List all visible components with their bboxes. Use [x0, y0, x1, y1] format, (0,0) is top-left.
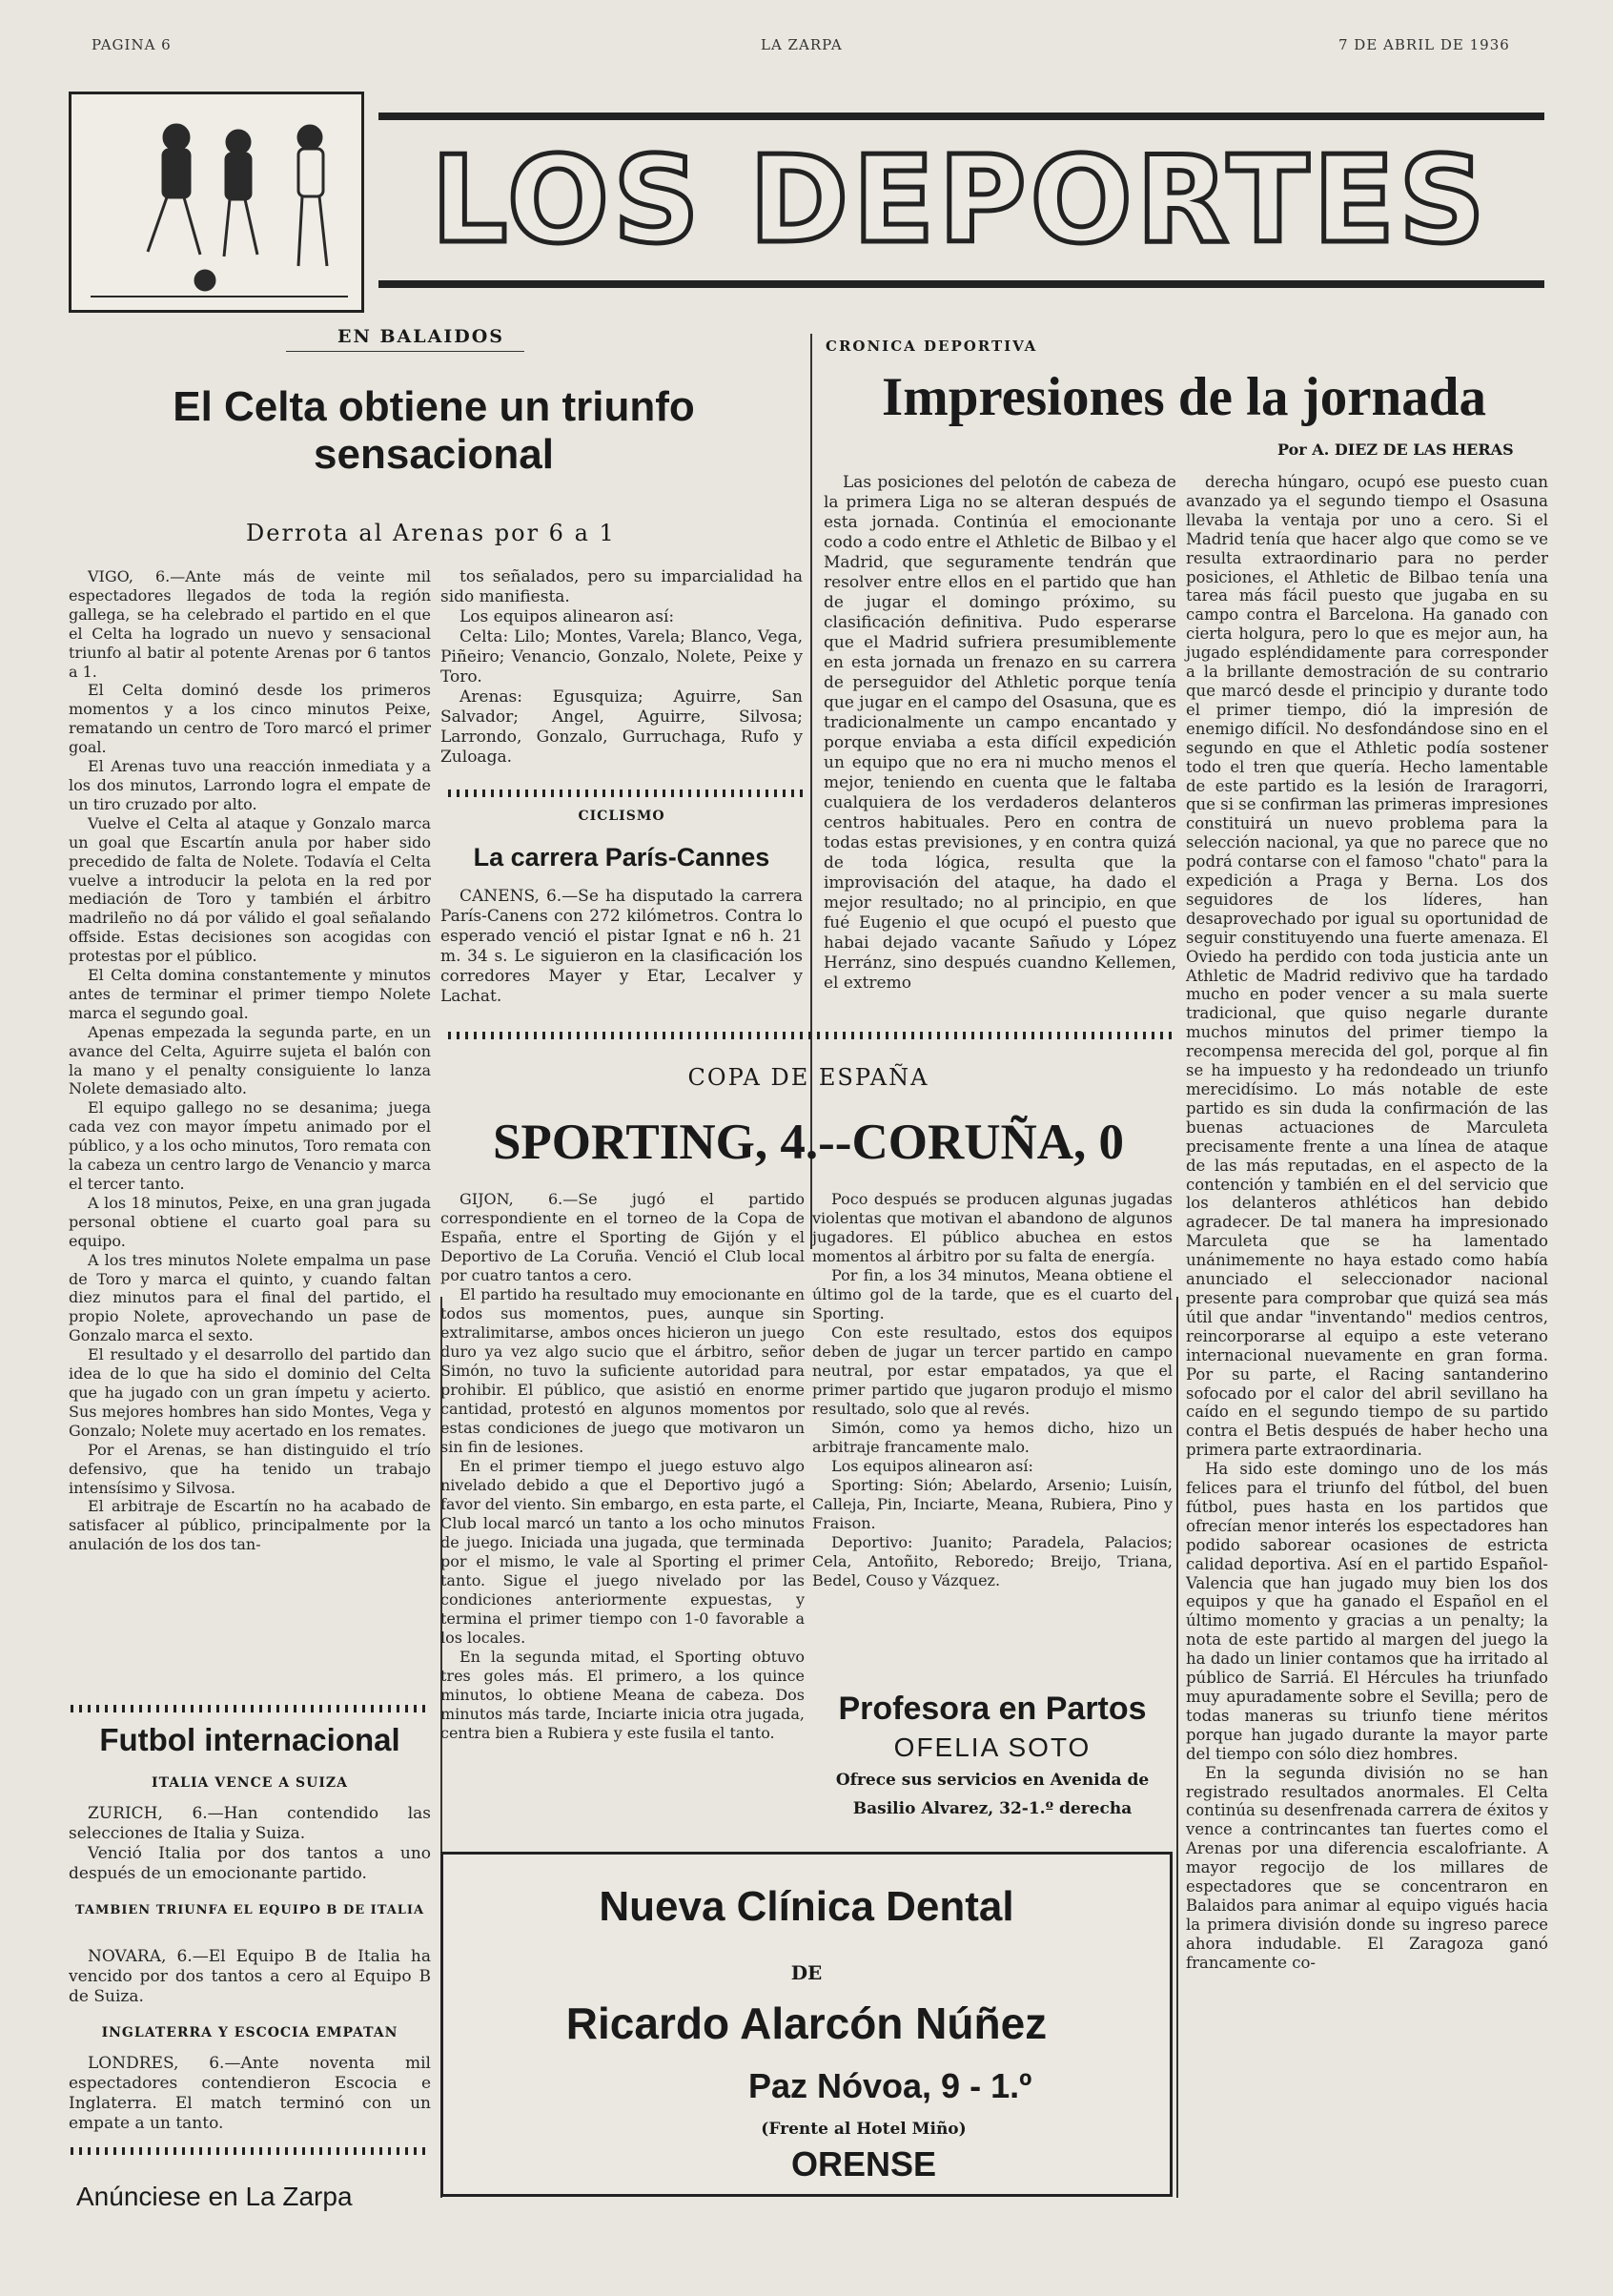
paragraph: Los equipos alinearon así: [459, 607, 675, 626]
paragraph: En el primer tiempo el juego estuvo algo nivelado debido a que el Deportivo jugó a favor del viento. Sin embargo, en esta parte, el Club local marcó un tanto a los ocho minutos de juego. Iniciada una jugada, que terminada por el mismo, le vale al Sporting el primer tanto. Sigue el juego nivelado por las condiciones anteriormente expuestas, y termina el primer tiempo con 1-0 favorable a los locales. [440, 1457, 805, 1647]
page-number: PAGINA 6 [92, 36, 172, 53]
copa-headline: SPORTING, 4.--CORUÑA, 0 [492, 1115, 1125, 1170]
paragraph: Por el Arenas, se han distinguido el trío defensivo, que ha tenido un trabajo intensísimo y Silvosa. [69, 1440, 431, 1497]
cronica-column-2 [1186, 473, 1548, 1973]
ad-clinica-address: Paz Nóvoa, 9 - 1.º [748, 2066, 1032, 2105]
paragraph: ZURICH, 6.—Han contendido las selecciones de Italia y Suiza. [69, 1804, 431, 1843]
football-players-illustration [69, 92, 364, 313]
paragraph: CANENS, 6.—Se ha disputado la carrera París-Canens con 272 kilómetros. Contra lo esperado venció el pistar Ignat e n6 h. 21 m. 34 s. Le siguieron en la clasificación los corredores Mayer y Etar, Lecalver y Lachat. [440, 887, 803, 1006]
ad-clinica-title: Nueva Clínica Dental [599, 1883, 1014, 1930]
futbol-subhead-2: TAMBIEN TRIUNFA EL EQUIPO B DE ITALIA [74, 1903, 425, 1917]
ciclismo-kicker: CICLISMO [578, 809, 665, 824]
futbol-text-2 [69, 1947, 431, 2007]
celta-column-2 [440, 567, 803, 768]
celta-column-1 [69, 567, 431, 1554]
paragraph: En la segunda división no se han registrado resultados anormales. El Celta continúa su desenfrenada carrera de éxitos y vence a contrincantes tan fuertes como el Arenas por una diferencia escalofriante. A mayor regocijo de los millares de espectadores que se concentraron en Balaidos para animar al equipo vigués hacia la primera división donde su ingreso parece ahora indudable. El Zaragoza ganó francamente co- [1186, 1763, 1548, 1972]
paragraph: Vuelve el Celta al ataque y Gonzalo marca un goal que Escartín anula por haber sido precedido de falta de Nolete. Todavía el Celta vuelve a introducir la pelota en la red por mediación de Toro y también el árbitro madrileño no dá por válido el goal señalando offside. Estas decisiones son acogidas con protestas por el público. [69, 813, 431, 966]
ciclismo-text [440, 887, 803, 1007]
paragraph: Por fin, a los 34 minutos, Meana obtiene el último gol de la tarde, que es el cuarto del Sporting. [812, 1266, 1173, 1322]
paragraph: Arenas: Egusquiza; Aguirre, San Salvador; Angel, Aguirre, Silvosa; Larrondo, Gonzalo, Gurruchaga, Rufo y Zuloaga. [440, 687, 803, 767]
cronica-column-1 [824, 473, 1176, 994]
ciclismo-headline: La carrera París-Cannes [473, 843, 770, 871]
cronica-byline: Por A. DIEZ DE LAS HERAS [1277, 441, 1514, 459]
futbol-subhead-3: INGLATERRA Y ESCOCIA EMPATAN [101, 2025, 398, 2040]
ad-profesora-address: Basilio Alvarez, 32-1.º derecha [852, 1799, 1133, 1818]
issue-date: 7 DE ABRIL DE 1936 [1338, 36, 1510, 53]
paragraph: Ha sido este domingo uno de los más felices para el triunfo del fútbol, del buen fútbol, pues hasta en los partidos que ofrecían menor interés los espectadores han podido saborear ocasiones de estricta calidad deportiva. Así en el partido Español-Valencia que han jugado muy bien los dos equipos y que ha ganado el Español en el último momento y gracias a un penalty; la nota de este partido al margen del juego la ha dado un linier contamos que ha irritado al público de Sarriá. El Hércules ha triunfado muy apuradamente sobre el Sevilla; pero de todas maneras su triunfo tiene méritos porque han jugado durante la mayor parte del tiempo con sólo diez hombres. [1186, 1460, 1548, 1763]
paragraph: En la segunda mitad, el Sporting obtuvo tres goles más. El primero, a los quince minutos, lo obtiene Meana de cabeza. Dos minutos más tarde, Inciarte inicia otra jugada, centra bien a Rubiera y este fusila el tanto. [440, 1648, 805, 1742]
advertise-footer: Anúnciese en La Zarpa [76, 2182, 353, 2211]
football-icon [71, 94, 361, 310]
cronica-headline: Impresiones de la jornada [882, 367, 1486, 427]
paragraph: Sporting: Sión; Abelardo, Arsenio; Luisín, Calleja, Pin, Inciarte, Meana, Rubiera, Pino y Fraison. [812, 1476, 1173, 1532]
ad-profesora-line3: Ofrece sus servicios en Avenida de [835, 1771, 1150, 1790]
paragraph: Simón, como ya hemos dicho, hizo un arbitraje francamente malo. [812, 1419, 1173, 1456]
ad-clinica-city: ORENSE [790, 2144, 937, 2183]
paragraph: Los equipos alinearon así: [831, 1457, 1033, 1475]
paragraph: Apenas empezada la segunda parte, en un avance del Celta, Aguirre sujeta el balón con la mano y el penalty consiguiente lo lanza Nolete demasiado alto. [69, 1022, 431, 1098]
paragraph: El resultado y el desarrollo del partido dan idea de lo que ha sido el dominio del Celta que ha jugado con un gran ímpetu y acierto. Sus mejores hombres han sido Montes, Vega y Gonzalo; Nolete muy acertado en los remates. [69, 1345, 431, 1440]
paragraph: Las posiciones del pelotón de cabeza de la primera Liga no se alteran después de esta jornada. Continúa el emocionante codo a codo entre el Athletic de Bilbao y el Madrid, que seguramente tendrán que resolver entre ellos en el partido que han de jugar el domingo próximo, su clasificación definitiva. Pudo esperarse que el Madrid sufriera presumiblemente en esta jornada un frenazo en su carrera de perseguidor del Athletic porque tenía que jugar en el campo del Osasuna, que es tradicionalmente un campo encantado y porque enviaba a esta difícil expedición un equipo que no era ni mucho menos el mejor, teniendo en cuenta que le faltaba cualquiera de los verdaderos delanteros centros habituales. Pero en contra de todas estas previsiones, y en contra quizá de toda lógica, resulta que la improvisación del ataque, ha dado el mejor resultado; no al principio, en que fué Eugenio el que ocupó el puesto que habai dejado vacante Sañudo y López Herránz, sino después cuandno Kellemen, el extremo [824, 473, 1176, 993]
paragraph: NOVARA, 6.—El Equipo B de Italia ha vencido por dos tantos a cero al Equipo B de Suiza. [69, 1947, 431, 2006]
ad-profesora [812, 1688, 1173, 1823]
ad-clinica-landmark: (Frente al Hotel Miño) [761, 2120, 967, 2139]
futbol-text-3 [69, 2054, 431, 2134]
ad-clinica-de: DE [790, 1961, 823, 1984]
paragraph: tos señalados, pero su imparcialidad ha sido manifiesta. [440, 567, 803, 606]
futbol-text-1 [69, 1804, 431, 1884]
copa-column-1 [440, 1190, 805, 1743]
paragraph: Poco después se producen algunas jugadas violentas que motivan el abandono de algunos jugadores. El público abuchea en estos momentos al árbitro por su falta de energía. [812, 1190, 1173, 1265]
celta-headline: El Celta obtiene un triunfo sensacional [173, 383, 695, 478]
paragraph: A los tres minutos Nolete empalma un pase de Toro y marca el quinto, y cuando faltan diez minutos para el final del partido, el propio Nolete, aprovechando un pase de Gonzalo marca el sexto. [69, 1250, 431, 1345]
paragraph: A los 18 minutos, Peixe, en una gran jugada personal obtiene el cuarto goal para su equipo. [69, 1193, 431, 1250]
cronica-kicker: CRONICA DEPORTIVA [826, 338, 1038, 355]
paragraph: El Arenas tuvo una reacción inmediata y a los dos minutos, Larrondo logra el empate de un tiro cruzado por alto. [69, 757, 431, 813]
paragraph: derecha húngaro, ocupó ese puesto cuan avanzado ya el segundo tiempo el Osasuna llevaba la ventaja por uno a cero. Si el Madrid tenía que hacer algo que como se ve resulta extraordinario para no perder posiciones, el Athletic de Bilbao tenía una tarea más fácil puesto que jugaba en su campo contra el Barcelona. Ha ganado con cierta holgura, pero lo que es mejor aun, ha jugado espléndidamente para corresponder a la brillante demostración de su contrario que marcó desde el principio y durante todo el primer tiempo, dió la impresión de enemigo difícil. No desfondándose sino en el segundo en que el Athletic podía sostener todo el tren que quería. Hecho lamentable de este partido es la lesión de Iraragorri, que si se confirman las primeras impresiones constituirá un nuevo problema para la selección nacional, ya que no parece que no podrá contarse con el famoso "chato" para la expedición a Praga y Berna. Los dos seguidores de los líderes, han desaprovechado por igual su oportunidad de seguir constituyendo una fuerte amenaza. El Oviedo ha perdido con toda justicia ante un Athletic de Madrid redivivo que ha tardado mucho en poder vencer a su mala suerte tradicional, que quiso negarle durante muchos minutos del primer tiempo la recompensa merecida del gol, porque al fin se ha impuesto y ha redondeado un triunfo merecidísimo. Lo más notable de este partido es sin duda la confirmación de las buenas actuaciones de Marculeta precisamente frente a una línea de ataque de las más reputadas, en el aspecto de la contención y también en el del servicio que los delanteros athléticos han debido agradecer. De tal manera ha impresionado Marculeta que se ha lamentado unánimemente no haya estado como había anunciado el seleccionador nacional presente para comprobar que quizá sea más útil que andar "inventando" medios centros, reincorporarse al equipo a este veterano internacional nuevamente en gran forma. Por su parte, el Racing santanderino sofocado por el calor del abril sevillano ha caído en el segundo tiempo de su partido contra el Betis después de haber hecho una primera parte extraordinaria. [1186, 473, 1548, 1460]
paragraph: GIJON, 6.—Se jugó el partido correspondiente en el torneo de la Copa de España, entre el Sporting de Gijón y el Deportivo de La Coruña. Venció el Club local por cuatro tantos a cero. [440, 1190, 805, 1284]
paragraph: El arbitraje de Escartín no ha acabado de satisfacer al público, principalmente por la anulación de los dos tan- [69, 1497, 431, 1554]
paragraph: El partido ha resultado muy emocionante en todos sus momentos, pues, aunque sin extralimitarse, ambos onces hicieron un juego duro ya vez algo sucio que el árbitro, señor Simón, no tuvo la suficiente autoridad para prohibir. El público, que asistió en enorme cantidad, protestó en algunos momentos por estas condiciones de juego que motivaron un sin fin de lesiones. [440, 1285, 805, 1456]
ad-profesora-name: OFELIA SOTO [893, 1732, 1092, 1762]
ad-clinica-dental [440, 1852, 1173, 2197]
ad-clinica-doctor: Ricardo Alarcón Núñez [565, 1999, 1048, 2048]
paragraph: VIGO, 6.—Ante más de veinte mil espectadores llegados de toda la región gallega, se ha celebrado el partido en el que el Celta ha logrado un nuevo y sensacional triunfo al batir al potente Arenas por 6 tantos a 1. [69, 567, 431, 681]
section-title: LOS DEPORTES [431, 130, 1489, 270]
ad-profesora-title: Profesora en Partos [838, 1691, 1147, 1727]
futbol-headline: Futbol internacional [99, 1722, 400, 1757]
paragraph: LONDRES, 6.—Ante noventa mil espectadores contendieron Escocia e Inglaterra. El match terminó con un empate a un tanto. [69, 2054, 431, 2133]
paragraph: Con este resultado, estos dos equipos deben de jugar un tercer partido en campo neutral, por estar empatados, ya que el primer partido que jugaron produjo el mismo resultado, solo que al revés. [812, 1323, 1173, 1418]
newspaper-name: LA ZARPA [761, 36, 843, 53]
futbol-subhead-1: ITALIA VENCE A SUIZA [152, 1775, 348, 1791]
paragraph: El Celta dominó desde los primeros momentos y a los cinco minutos Peixe, rematando un centro de Toro marcó el primer goal. [69, 681, 431, 757]
paragraph: Deportivo: Juanito; Paradela, Palacios; Cela, Antoñito, Reboredo; Breijo, Triana, Bedel, Couso y Vázquez. [812, 1533, 1173, 1589]
paragraph: El Celta domina constantemente y minutos antes de terminar el primer tiempo Nolete marca el segundo goal. [69, 966, 431, 1022]
paragraph: El equipo gallego no se desanima; juega cada vez con mayor ímpetu animado por el público, y a los ocho minutos, Toro remata con la cabeza un centro largo de Venancio y marca el tercer tanto. [69, 1098, 431, 1193]
masthead [69, 92, 1544, 313]
paragraph: Venció Italia por dos tantos a uno después de un emocionante partido. [69, 1844, 431, 1883]
celta-subtitle: Derrota al Arenas por 6 a 1 [246, 520, 616, 546]
paragraph: Celta: Lilo; Montes, Varela; Blanco, Vega, Piñeiro; Venancio, Gonzalo, Nolete, Peixe y Toro. [440, 627, 803, 687]
copa-column-2 [812, 1190, 1173, 1590]
celta-kicker: EN BALAIDOS [337, 326, 505, 347]
copa-kicker: COPA DE ESPAÑA [687, 1064, 929, 1091]
